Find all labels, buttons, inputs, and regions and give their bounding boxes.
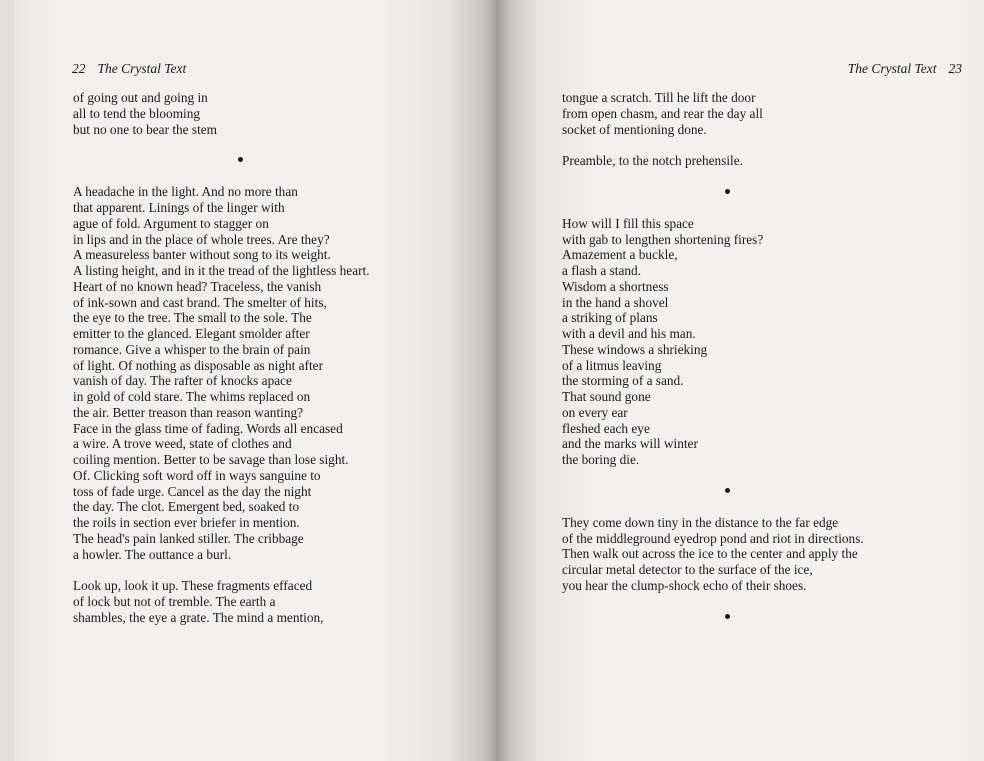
bullet-icon: [238, 157, 243, 162]
text-line: These windows a shrieking: [562, 341, 708, 357]
text-line: the day. The clot. Emergent bed, soaked to: [73, 499, 300, 515]
text-line: of the middleground eyedrop pond and riot in directions.: [562, 530, 864, 546]
text-line: Wisdom a shortness: [562, 278, 669, 294]
right-page: [496, 0, 984, 761]
left-running-title: The Crystal Text: [97, 61, 187, 76]
right-running-title: The Crystal Text: [847, 61, 937, 76]
text-line: Then walk out across the ice to the center and apply the: [562, 546, 858, 562]
text-line: circular metal detector to the surface of the ice,: [562, 562, 813, 577]
text-line: on every ear: [562, 404, 628, 420]
text-line: of ink-sown and cast brand. The smelter of hits,: [73, 294, 327, 310]
text-line: tongue a scratch. Till he lift the door: [562, 90, 756, 105]
text-line: That sound gone: [562, 389, 651, 404]
text-line: and the marks will winter: [562, 436, 698, 452]
stanza-gap: [562, 137, 962, 153]
text-line: the air. Better treason than reason wanting?: [73, 404, 304, 420]
text-line: the roils in section ever briefer in mention.: [73, 515, 300, 530]
text-line: The head's pain lanked stiller. The cribbage: [73, 530, 304, 546]
text-line: Look up, look it up. These fragments effaced: [73, 578, 313, 593]
text-line: in gold of cold stare. The whims replaced on: [73, 389, 311, 404]
section-divider: [73, 137, 473, 184]
text-line: coiling mention. Better to be savage than lose sight.: [73, 452, 349, 467]
left-running-head: [72, 60, 186, 78]
text-line: vanish of day. The rafter of knocks apace: [73, 373, 292, 389]
bullet-icon: [725, 488, 730, 493]
section-divider: [562, 169, 962, 216]
text-line: fleshed each eye: [562, 420, 650, 436]
text-line: the boring die.: [562, 452, 640, 467]
text-line: but no one to bear the stem: [73, 121, 218, 137]
section-divider: [562, 468, 962, 515]
left-page-text: [73, 90, 473, 625]
text-line: from open chasm, and rear the day all: [562, 105, 763, 121]
text-line: toss of fade urge. Cancel as the day the night: [73, 483, 312, 499]
text-line: the storming of a sand.: [562, 373, 684, 389]
text-line: How will I fill this space: [562, 215, 694, 231]
text-line: Of. Clicking soft word off in ways sanguine to: [73, 467, 321, 483]
text-line: They come down tiny in the distance to the far edge: [562, 514, 839, 530]
right-page-text: [562, 90, 962, 641]
text-line: that apparent. Linings of the linger with: [73, 200, 285, 215]
text-line: of a litmus leaving: [562, 357, 662, 373]
text-line: romance. Give a whisper to the brain of pain: [73, 341, 311, 357]
left-page-number: 22: [72, 61, 86, 76]
text-line: A measureless banter without song to its weight.: [73, 247, 331, 263]
text-line: Heart of no known head? Traceless, the vanish: [73, 278, 322, 294]
text-line: A headache in the light. And no more than: [73, 184, 298, 200]
bullet-icon: [725, 614, 730, 619]
text-line: socket of mentioning done.: [562, 121, 707, 137]
section-divider: [562, 594, 962, 641]
text-line: of light. Of nothing as disposable as night after: [73, 357, 324, 373]
text-line: shambles, the eye a grate. The mind a mention,: [73, 609, 324, 625]
text-line: of lock but not of tremble. The earth a: [73, 593, 276, 609]
text-line: a wire. A trove weed, state of clothes and: [73, 436, 292, 452]
right-page-number: 23: [948, 61, 962, 76]
text-line: a striking of plans: [562, 310, 658, 326]
text-line: in lips and in the place of whole trees. Are they?: [73, 231, 330, 247]
text-line: Preamble, to the notch prehensile.: [562, 153, 743, 168]
text-line: a flash a stand.: [562, 263, 642, 278]
text-line: of going out and going in: [73, 90, 208, 105]
stanza-gap: [73, 562, 473, 578]
text-line: in the hand a shovel: [562, 294, 669, 310]
right-running-head: [848, 60, 962, 78]
bullet-icon: [725, 189, 730, 194]
text-line: A listing height, and in it the tread of the lightless heart.: [73, 263, 370, 278]
text-line: ague of fold. Argument to stagger on: [73, 215, 269, 231]
text-line: the eye to the tree. The small to the sole. The: [73, 310, 312, 326]
left-page: [14, 0, 496, 761]
text-line: Amazement a buckle,: [562, 247, 678, 263]
text-line: all to tend the blooming: [73, 105, 201, 121]
text-line: emitter to the glanced. Elegant smolder after: [73, 326, 310, 341]
text-line: Face in the glass time of fading. Words all encased: [73, 420, 343, 436]
text-line: with gab to lengthen shortening fires?: [562, 231, 764, 247]
text-line: a howler. The outtance a burl.: [73, 546, 232, 562]
text-line: you hear the clump-shock echo of their shoes.: [562, 577, 807, 593]
text-line: with a devil and his man.: [562, 326, 696, 341]
